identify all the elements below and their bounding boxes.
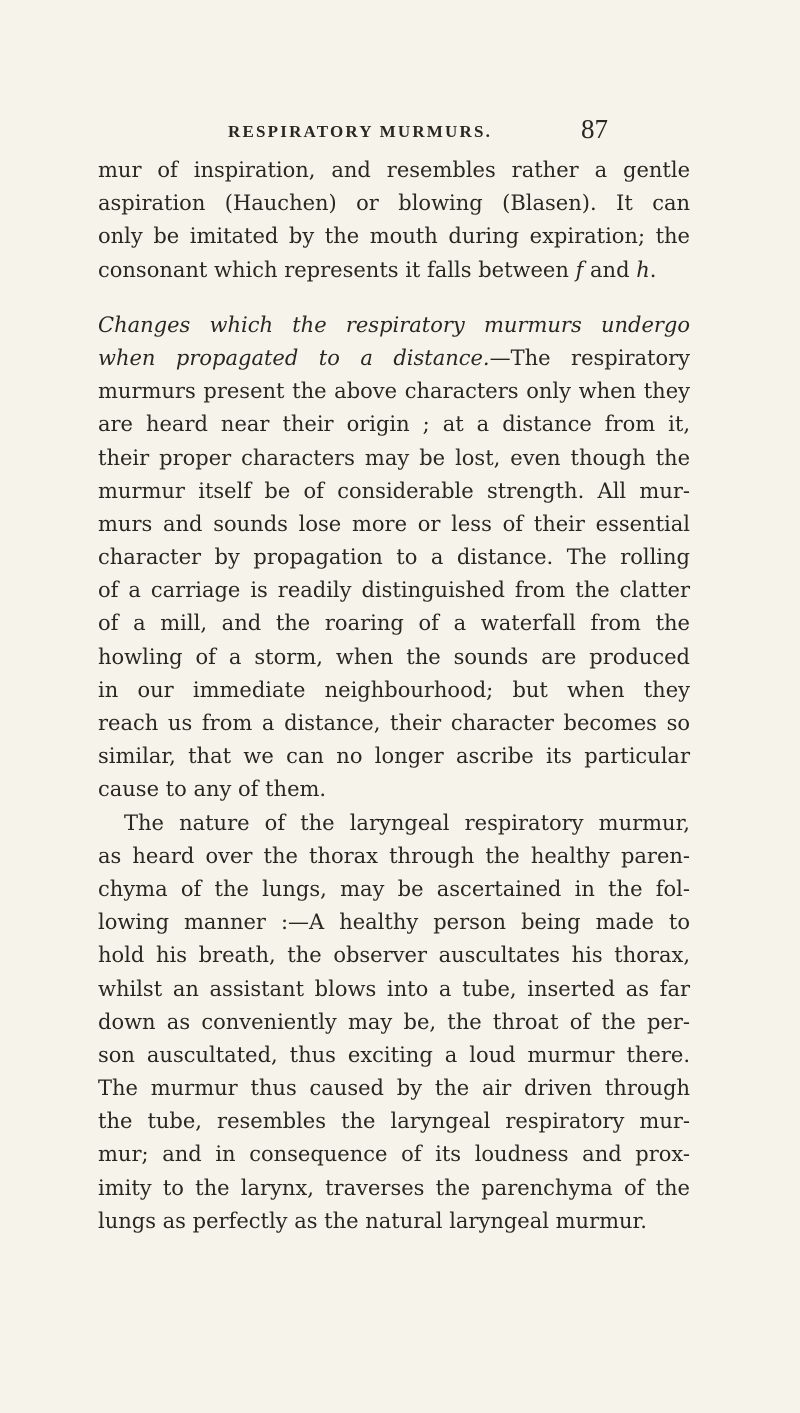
- body-text: [98, 154, 690, 1238]
- paragraph-3: [98, 807, 690, 1238]
- text-span: —The respiratory: [489, 345, 690, 370]
- text-line: mur; and in consequence of its loudness and prox-: [98, 1142, 690, 1167]
- text-line: lungs as perfectly as the natural laryngeal murmur.: [98, 1208, 647, 1233]
- section-heading-line: Changes which the respiratory murmurs undergo: [98, 312, 690, 337]
- text-line: aspiration (Hauchen) or blowing (Blasen). It can: [98, 191, 690, 216]
- text-span: .: [649, 257, 657, 282]
- text-line: murmurs present the above characters only when they: [98, 379, 690, 404]
- text-line: of a mill, and the roaring of a waterfall from the: [98, 611, 690, 636]
- text-line: of a carriage is readily distinguished from the clatter: [98, 578, 690, 603]
- text-line: hold his breath, the observer auscultates his thorax,: [98, 943, 690, 968]
- text-line: whilst an assistant blows into a tube, inserted as far: [98, 976, 690, 1001]
- text-line: chyma of the lungs, may be ascertained in the fol-: [98, 876, 690, 901]
- text-line: son auscultated, thus exciting a loud murmur there.: [98, 1042, 690, 1067]
- text-line: The nature of the laryngeal respiratory murmur,: [124, 810, 690, 835]
- text-line: [98, 254, 690, 287]
- section-heading-end: when propagated to a distance.: [98, 345, 490, 370]
- text-span: and: [583, 257, 637, 282]
- text-line: as heard over the thorax through the healthy paren-: [98, 843, 690, 868]
- text-line: are heard near their origin ; at a distance from it,: [98, 412, 690, 437]
- text-line: reach us from a distance, their character becomes so: [98, 711, 690, 735]
- text-line: howling of a storm, when the sounds are produced: [98, 644, 690, 669]
- paragraph-1: [98, 154, 690, 287]
- letter-f: f: [575, 257, 584, 282]
- text-span: consonant which represents it falls between: [98, 257, 576, 282]
- text-line: cause to any of them.: [98, 777, 327, 802]
- text-line: down as conveniently may be, the throat of the per-: [98, 1009, 690, 1034]
- text-line: only be imitated by the mouth during expiration; the: [98, 224, 690, 249]
- running-title: RESPIRATORY MURMURS.: [228, 122, 493, 141]
- text-line: murmur itself be of considerable strength. All mur-: [98, 478, 690, 503]
- text-line: lowing manner :—A healthy person being made to: [98, 910, 690, 935]
- letter-h: h: [636, 257, 650, 282]
- running-head: [0, 114, 800, 148]
- text-line: similar, that we can no longer ascribe its particular: [98, 744, 690, 769]
- text-line: their proper characters may be lost, even though the: [98, 445, 690, 470]
- paragraph-2: [98, 309, 690, 807]
- text-line: character by propagation to a distance. The rolling: [98, 545, 690, 570]
- text-line: murs and sounds lose more or less of their essential: [98, 511, 690, 536]
- text-line: [98, 342, 690, 375]
- text-line: in our immediate neighbourhood; but when they: [98, 677, 690, 702]
- text-line: the tube, resembles the laryngeal respiratory mur-: [98, 1109, 690, 1134]
- page-number: 87: [581, 114, 608, 144]
- text-line: mur of inspiration, and resembles rather a gentle: [98, 158, 690, 182]
- text-line: The murmur thus caused by the air driven through: [98, 1076, 690, 1101]
- text-line: imity to the larynx, traverses the parenchyma of the: [98, 1175, 690, 1200]
